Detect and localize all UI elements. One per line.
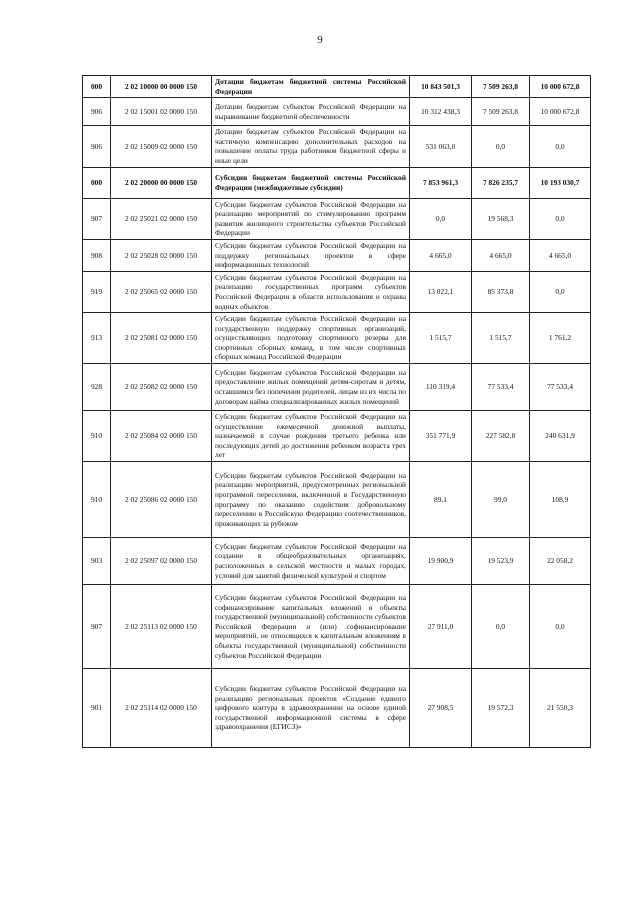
budget-code-cell: 2 02 25081 02 0000 150 [111, 313, 212, 364]
amount-year3-cell: 21 550,3 [530, 669, 591, 748]
amount-year1-cell: 7 853 961,3 [410, 167, 472, 198]
amount-year2-cell: 99,0 [472, 462, 530, 538]
amount-year2-cell: 19 523,9 [472, 538, 530, 585]
amount-year1-cell: 351 771,9 [410, 411, 472, 462]
amount-year3-cell: 0,0 [530, 585, 591, 669]
amount-year3-cell: 10 000 672,8 [530, 98, 591, 126]
amount-year1-cell: 13 022,1 [410, 271, 472, 312]
amount-year2-cell: 1 515,7 [472, 313, 530, 364]
table-row [83, 364, 591, 411]
table-row [83, 462, 591, 538]
budget-code-cell: 2 02 25028 02 0000 150 [111, 239, 212, 271]
amount-year1-cell: 110 319,4 [410, 364, 472, 411]
revenue-name-cell: Субсидии бюджетам субъектов Российской Федерации на поддержку региональных проектов в сфере информационных технологий [212, 239, 410, 271]
amount-year3-cell: 108,9 [530, 462, 591, 538]
admin-code-cell: 913 [83, 313, 111, 364]
amount-year3-cell: 0,0 [530, 271, 591, 312]
table-row [83, 669, 591, 748]
amount-year1-cell: 27 911,0 [410, 585, 472, 669]
amount-year2-cell: 19 572,3 [472, 669, 530, 748]
budget-code-cell: 2 02 25084 02 0000 150 [111, 411, 212, 462]
amount-year3-cell: 77 533,4 [530, 364, 591, 411]
amount-year1-cell: 89,1 [410, 462, 472, 538]
amount-year1-cell: 27 908,5 [410, 669, 472, 748]
admin-code-cell: 906 [83, 98, 111, 126]
budget-code-cell: 2 02 25113 02 0000 150 [111, 585, 212, 669]
admin-code-cell: 908 [83, 239, 111, 271]
table-body [83, 76, 591, 748]
revenue-name-cell: Дотации бюджетам бюджетной системы Российской Федерации [212, 76, 410, 98]
budget-code-cell: 2 02 25065 02 0000 150 [111, 271, 212, 312]
revenue-name-cell: Субсидии бюджетам субъектов Российской Федерации на реализацию мероприятий по стимулированию программ развития жилищного строительства субъектов Российской Федерации [212, 198, 410, 239]
page-number: 9 [317, 34, 323, 46]
admin-code-cell: 910 [83, 411, 111, 462]
table-row [83, 538, 591, 585]
table-row [83, 313, 591, 364]
admin-code-cell: 000 [83, 167, 111, 198]
amount-year2-cell: 0,0 [472, 585, 530, 669]
table-row [83, 126, 591, 167]
admin-code-cell: 901 [83, 669, 111, 748]
table-row [83, 239, 591, 271]
budget-code-cell: 2 02 25114 02 0000 150 [111, 669, 212, 748]
table-row [83, 76, 591, 98]
amount-year3-cell: 1 761,2 [530, 313, 591, 364]
amount-year2-cell: 0,0 [472, 126, 530, 167]
table-row [83, 411, 591, 462]
admin-code-cell: 903 [83, 538, 111, 585]
amount-year2-cell: 7 509 263,8 [472, 76, 530, 98]
amount-year3-cell: 0,0 [530, 198, 591, 239]
amount-year1-cell: 4 665,0 [410, 239, 472, 271]
admin-code-cell: 928 [83, 364, 111, 411]
budget-code-cell: 2 02 10000 00 0000 150 [111, 76, 212, 98]
amount-year1-cell: 0,0 [410, 198, 472, 239]
admin-code-cell: 919 [83, 271, 111, 312]
amount-year3-cell: 240 631,9 [530, 411, 591, 462]
revenue-name-cell: Субсидии бюджетам субъектов Российской Федерации на государственную поддержку спортивных организаций, осуществляющих подготовку спортивного резерва для спортивных сборных команд, в том числе спортивных сборных команд Российской Федерации [212, 313, 410, 364]
amount-year2-cell: 4 665,0 [472, 239, 530, 271]
admin-code-cell: 910 [83, 462, 111, 538]
table-row [83, 271, 591, 312]
amount-year1-cell: 10 312 438,3 [410, 98, 472, 126]
revenue-name-cell: Дотации бюджетам субъектов Российской Федерации на частичную компенсацию дополнительных расходов на повышение оплаты труда работников бюджетной сферы и иные цели [212, 126, 410, 167]
table-row [83, 585, 591, 669]
amount-year1-cell: 531 063,0 [410, 126, 472, 167]
amount-year1-cell: 10 843 501,3 [410, 76, 472, 98]
amount-year3-cell: 22 058,2 [530, 538, 591, 585]
budget-code-cell: 2 02 25021 02 0000 150 [111, 198, 212, 239]
revenue-name-cell: Субсидии бюджетам бюджетной системы Российской Федерации (межбюджетные субсидии) [212, 167, 410, 198]
amount-year3-cell: 10 000 672,8 [530, 76, 591, 98]
amount-year1-cell: 19 900,9 [410, 538, 472, 585]
amount-year2-cell: 19 568,3 [472, 198, 530, 239]
revenue-name-cell: Субсидии бюджетам субъектов Российской Федерации на создание в общеобразовательных организациях, расположенных в сельской местности и малых городах, условий для занятий физической культурой и спортом [212, 538, 410, 585]
table-row [83, 198, 591, 239]
amount-year2-cell: 7 826 235,7 [472, 167, 530, 198]
budget-code-cell: 2 02 15001 02 0000 150 [111, 98, 212, 126]
amount-year2-cell: 227 582,8 [472, 411, 530, 462]
table-row [83, 167, 591, 198]
admin-code-cell: 907 [83, 198, 111, 239]
amount-year2-cell: 7 509 263,8 [472, 98, 530, 126]
budget-code-cell: 2 02 25097 02 0000 150 [111, 538, 212, 585]
budget-code-cell: 2 02 25082 02 0000 150 [111, 364, 212, 411]
admin-code-cell: 907 [83, 585, 111, 669]
amount-year3-cell: 0,0 [530, 126, 591, 167]
budget-code-cell: 2 02 25086 02 0000 150 [111, 462, 212, 538]
admin-code-cell: 000 [83, 76, 111, 98]
revenue-name-cell: Субсидии бюджетам субъектов Российской Федерации на реализацию мероприятий, предусмотренных региональной программой переселения, включенной в Государственную программу по оказанию содействия добровольному переселению в Российскую Федерацию соотечественников, проживающих за рубежом [212, 462, 410, 538]
revenue-name-cell: Субсидии бюджетам субъектов Российской Федерации на реализацию региональных проектов «Создание единого цифрового контура в здравоохранении на основе единой государственной информационной системы в сфере здравоохранения (ЕГИСЗ)» [212, 669, 410, 748]
amount-year3-cell: 10 193 030,7 [530, 167, 591, 198]
revenue-name-cell: Субсидии бюджетам субъектов Российской Федерации на предоставление жилых помещений детям-сиротам и детям, оставшимся без попечения родителей, лицам из их числа по договорам найма специализированных жилых помещений [212, 364, 410, 411]
revenue-name-cell: Субсидии бюджетам субъектов Российской Федерации на реализацию государственных программ субъектов Российской Федерации в области использования и охраны водных объектов [212, 271, 410, 312]
revenue-name-cell: Дотации бюджетам субъектов Российской Федерации на выравнивание бюджетной обеспеченности [212, 98, 410, 126]
amount-year1-cell: 1 515,7 [410, 313, 472, 364]
amount-year2-cell: 77 533,4 [472, 364, 530, 411]
table-row [83, 98, 591, 126]
amount-year2-cell: 85 373,8 [472, 271, 530, 312]
revenue-name-cell: Субсидии бюджетам субъектов Российской Федерации на осуществление ежемесячной денежной выплаты, назначаемой в случае рождения третьего ребенка или последующих детей до достижения ребенком возраста трех лет [212, 411, 410, 462]
budget-revenue-table [82, 75, 591, 748]
amount-year3-cell: 4 665,0 [530, 239, 591, 271]
revenue-name-cell: Субсидии бюджетам субъектов Российской Федерации на софинансирование капитальных вложений в объекты государственной (муниципальной) собственности субъектов Российской Федерации и (или) софинансирование мероприятий, не относящихся к капитальным вложениям в объекты государственной (муниципальной) собственности субъектов Российской Федерации [212, 585, 410, 669]
admin-code-cell: 906 [83, 126, 111, 167]
budget-code-cell: 2 02 20000 00 0000 150 [111, 167, 212, 198]
budget-code-cell: 2 02 15009 02 0000 150 [111, 126, 212, 167]
